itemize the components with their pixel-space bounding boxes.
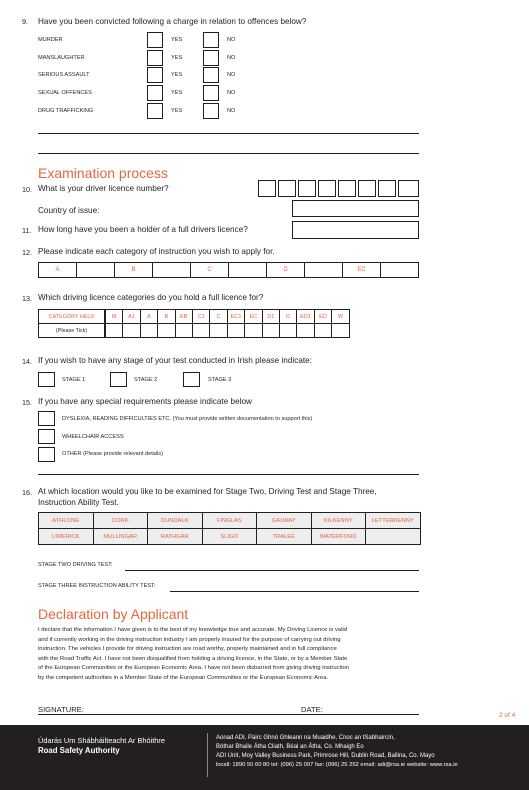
licence-category-label: C1	[192, 309, 210, 324]
answer-line[interactable]	[38, 133, 419, 134]
q16-question-line2: Instruction Ability Test.	[38, 498, 119, 507]
licence-category-label: EC	[244, 309, 262, 324]
other-details-line[interactable]	[38, 474, 419, 475]
location-option[interactable]: TRALEE	[256, 528, 312, 545]
category-tick-d[interactable]	[304, 262, 343, 278]
no-checkbox[interactable]	[203, 85, 219, 101]
location-option[interactable]: KILKENNY	[311, 512, 367, 529]
section-heading-declaration: Declaration by Applicant	[38, 606, 189, 622]
wheelchair-access-label: WHEELCHAIR ACCESS	[62, 434, 124, 440]
no-checkbox[interactable]	[203, 32, 219, 48]
rsa-english-name: Road Safety Authority	[38, 746, 120, 755]
licence-category-label: A	[140, 309, 158, 324]
declaration-line: of the European Communities or the European Economic Area. I have not been disbarred from giving driving instruction	[38, 665, 350, 671]
dyslexia-note: (You must provide written documentation to support this)	[172, 416, 313, 422]
q13-number: 13.	[22, 294, 32, 303]
footer-divider	[207, 733, 208, 777]
licence-category-tick-box[interactable]	[122, 323, 140, 338]
offence-label: DRUG TRAFFICKING	[38, 108, 94, 114]
licence-category-label: A1	[122, 309, 140, 324]
licence-category-tick-box[interactable]	[175, 323, 193, 338]
other-text: OTHER	[62, 451, 82, 457]
section-heading-examination: Examination process	[38, 165, 168, 181]
offence-label: SEXUAL OFFENCES	[38, 90, 92, 96]
licence-category-tick-box[interactable]	[105, 323, 123, 338]
q12-number: 12.	[22, 248, 32, 257]
declaration-line: with the Road Traffic Act. I have not been disqualified from holding a driving licence, in the State, or by a Member State	[38, 655, 348, 662]
page-number: 2 of 4	[499, 712, 516, 719]
licence-category-label: W	[331, 309, 349, 324]
licence-category-label: EB	[175, 309, 193, 324]
category-tick-c[interactable]	[228, 262, 267, 278]
licence-category-tick-box[interactable]	[140, 323, 158, 338]
q15-question: If you have any special requirements please indicate below	[38, 397, 252, 406]
category-cell-b[interactable]: B	[114, 262, 153, 278]
q14-number: 14.	[22, 357, 32, 366]
answer-line[interactable]	[38, 153, 419, 154]
q13-question: Which driving licence categories do you hold a full licence for?	[38, 293, 264, 302]
q12-question: Please indicate each category of instruction you wish to apply for.	[38, 247, 275, 256]
yes-checkbox[interactable]	[147, 103, 163, 119]
q16-question-line1: At which location would you like to be examined for Stage Two, Driving Test and Stage Three,	[38, 487, 377, 496]
location-option[interactable]: SLIGO	[202, 528, 258, 545]
q10-number: 10.	[22, 185, 32, 194]
stage-two-line[interactable]	[125, 570, 419, 571]
licence-category-tick-box[interactable]	[192, 323, 210, 338]
licence-digit-box[interactable]	[378, 180, 396, 197]
offence-label: MANSLAUGHTER	[38, 55, 85, 61]
no-label: NO	[227, 37, 236, 43]
location-option[interactable]: DUNDALK	[147, 512, 203, 529]
date-label: DATE:	[301, 705, 323, 714]
dyslexia-label	[62, 416, 312, 422]
licence-category-tick-box[interactable]	[244, 323, 262, 338]
licence-category-label: D	[279, 309, 297, 324]
stage-2-label: STAGE 2	[134, 377, 158, 383]
category-cell-c[interactable]: C	[190, 262, 229, 278]
no-checkbox[interactable]	[203, 50, 219, 66]
footer-contact: locall: 1890 50 60 80 tel: (096) 25 007 fax: (096) 25 252 email: adi@rsa.ie website: www.rsa.ie	[216, 762, 458, 768]
dyslexia-checkbox[interactable]	[38, 411, 55, 426]
footer-address-irish-1: Aonad ADI, Páirc Ghnó Ghleann na Muaidhe, Cnoc an tSabhaircín,	[216, 735, 395, 741]
stage-1-checkbox[interactable]	[38, 372, 55, 387]
stage-3-checkbox[interactable]	[183, 372, 200, 387]
rsa-irish-name: Údarás Um Shábháilteacht Ar Bhóithre	[38, 736, 165, 745]
footer-address-english: ADI Unit, Moy Valley Business Park, Primrose Hill, Dublin Road, Ballina, Co. Mayo	[216, 753, 435, 759]
licence-category-tick-box[interactable]	[296, 323, 314, 338]
other-requirement-checkbox[interactable]	[38, 447, 55, 462]
category-tick-b[interactable]	[152, 262, 191, 278]
declaration-line: and if currently working in the driving instruction industry I am properly insured for the purpose of carrying out driving	[38, 636, 341, 643]
q11-question: How long have you been a holder of a full drivers licence?	[38, 225, 248, 234]
stage-three-label: STAGE THREE INSTRUCTION ABILITY TEST:	[38, 583, 156, 589]
dyslexia-text: DYSLEXIA, READING DIFFICULTIES ETC.	[62, 416, 171, 422]
yes-label: YES	[171, 72, 183, 78]
stage-1-label: STAGE 1	[62, 377, 86, 383]
category-held-header: CATEGORY HELD	[38, 309, 105, 324]
licence-category-tick-box[interactable]	[262, 323, 280, 338]
location-option[interactable]: FINGLAS	[202, 512, 258, 529]
yes-checkbox[interactable]	[147, 67, 163, 83]
no-label: NO	[227, 72, 236, 78]
no-label: NO	[227, 90, 236, 96]
no-checkbox[interactable]	[203, 103, 219, 119]
licence-digit-box[interactable]	[318, 180, 336, 197]
wheelchair-access-checkbox[interactable]	[38, 429, 55, 444]
yes-checkbox[interactable]	[147, 50, 163, 66]
no-label: NO	[227, 108, 236, 114]
country-of-issue-label: Country of issue:	[38, 206, 100, 215]
stage-two-label: STAGE TWO DRIVING TEST:	[38, 562, 113, 568]
q11-number: 11.	[22, 226, 32, 235]
licence-digit-box[interactable]	[358, 180, 376, 197]
licence-category-tick-box[interactable]	[331, 323, 349, 338]
category-tick-ec[interactable]	[380, 262, 419, 278]
footer-bar	[0, 725, 529, 790]
declaration-text	[38, 626, 423, 683]
category-tick-a[interactable]	[76, 262, 115, 278]
location-option[interactable]: LETTERKENNY	[365, 512, 421, 529]
location-option[interactable]: CORK	[93, 512, 149, 529]
licence-digit-box[interactable]	[338, 180, 356, 197]
signature-label: SIGNATURE:	[38, 705, 84, 714]
licence-digit-box[interactable]	[278, 180, 296, 197]
licence-duration-field[interactable]	[292, 221, 419, 239]
q14-question: If you wish to have any stage of your test conducted in Irish please indicate:	[38, 356, 312, 365]
country-of-issue-field[interactable]	[292, 200, 419, 217]
location-option[interactable]: RATHGAR	[147, 528, 203, 545]
licence-category-label: C	[209, 309, 227, 324]
signature-line[interactable]	[38, 714, 419, 715]
yes-checkbox[interactable]	[147, 85, 163, 101]
yes-label: YES	[171, 55, 183, 61]
licence-category-tick-box[interactable]	[157, 323, 175, 338]
location-option[interactable]: LIMERICK	[38, 528, 94, 545]
other-note: (Please provide relevant details)	[83, 451, 164, 457]
offence-label: SERIOUS ASSAULT	[38, 72, 90, 78]
location-empty-cell	[365, 528, 421, 545]
q9-question: Have you been convicted following a charge in relation to offences below?	[38, 17, 307, 26]
licence-category-label: M	[105, 309, 123, 324]
category-cell-d[interactable]: D	[266, 262, 305, 278]
yes-label: YES	[171, 108, 183, 114]
location-option[interactable]: GALWAY	[256, 512, 312, 529]
stage-3-label: STAGE 3	[208, 377, 232, 383]
category-cell-ec[interactable]: EC	[342, 262, 381, 278]
declaration-line: by the competent authorities in a Member State of the European Communities or the European Economic Area.	[38, 674, 329, 681]
stage-three-line[interactable]	[170, 591, 419, 592]
licence-category-tick-box[interactable]	[209, 323, 227, 338]
q9-number: 9.	[22, 17, 28, 26]
location-option[interactable]: MULLINGAR	[93, 528, 149, 545]
declaration-line: instruction. The vehicles I provide for driving instruction are road worthy, properly maintained and in full compliance	[38, 646, 337, 652]
licence-digit-box[interactable]	[398, 180, 419, 197]
licence-category-label: D1	[262, 309, 280, 324]
licence-category-label: ED	[314, 309, 332, 324]
offence-label: MURDER	[38, 37, 63, 43]
licence-digit-box[interactable]	[298, 180, 316, 197]
please-tick-label: (Please Tick)	[38, 323, 105, 338]
q16-number: 16.	[22, 488, 32, 497]
licence-category-tick-box[interactable]	[279, 323, 297, 338]
footer-address-irish-2: Bóthar Bhaile Átha Cliath, Béal an Átha, Co. Mhaigh Eo	[216, 744, 364, 750]
location-option[interactable]: ATHLONE	[38, 512, 94, 529]
licence-category-tick-box[interactable]	[314, 323, 332, 338]
q15-number: 15.	[22, 398, 32, 407]
yes-checkbox[interactable]	[147, 32, 163, 48]
licence-digit-box[interactable]	[258, 180, 276, 197]
licence-category-label: B	[157, 309, 175, 324]
licence-category-tick-box[interactable]	[227, 323, 245, 338]
no-checkbox[interactable]	[203, 67, 219, 83]
category-cell-a[interactable]: A	[38, 262, 77, 278]
other-requirement-label	[62, 451, 163, 457]
stage-2-checkbox[interactable]	[110, 372, 127, 387]
licence-category-label: ED1	[296, 309, 314, 324]
yes-label: YES	[171, 90, 183, 96]
licence-category-label: EC1	[227, 309, 245, 324]
yes-label: YES	[171, 37, 183, 43]
q10-question: What is your driver licence number?	[38, 184, 169, 193]
declaration-line: I declare that the information I have given is to the best of my knowledge true and accurate. My Driving Licence is valid	[38, 627, 348, 633]
location-option[interactable]: WATERFORD	[311, 528, 367, 545]
no-label: NO	[227, 55, 236, 61]
